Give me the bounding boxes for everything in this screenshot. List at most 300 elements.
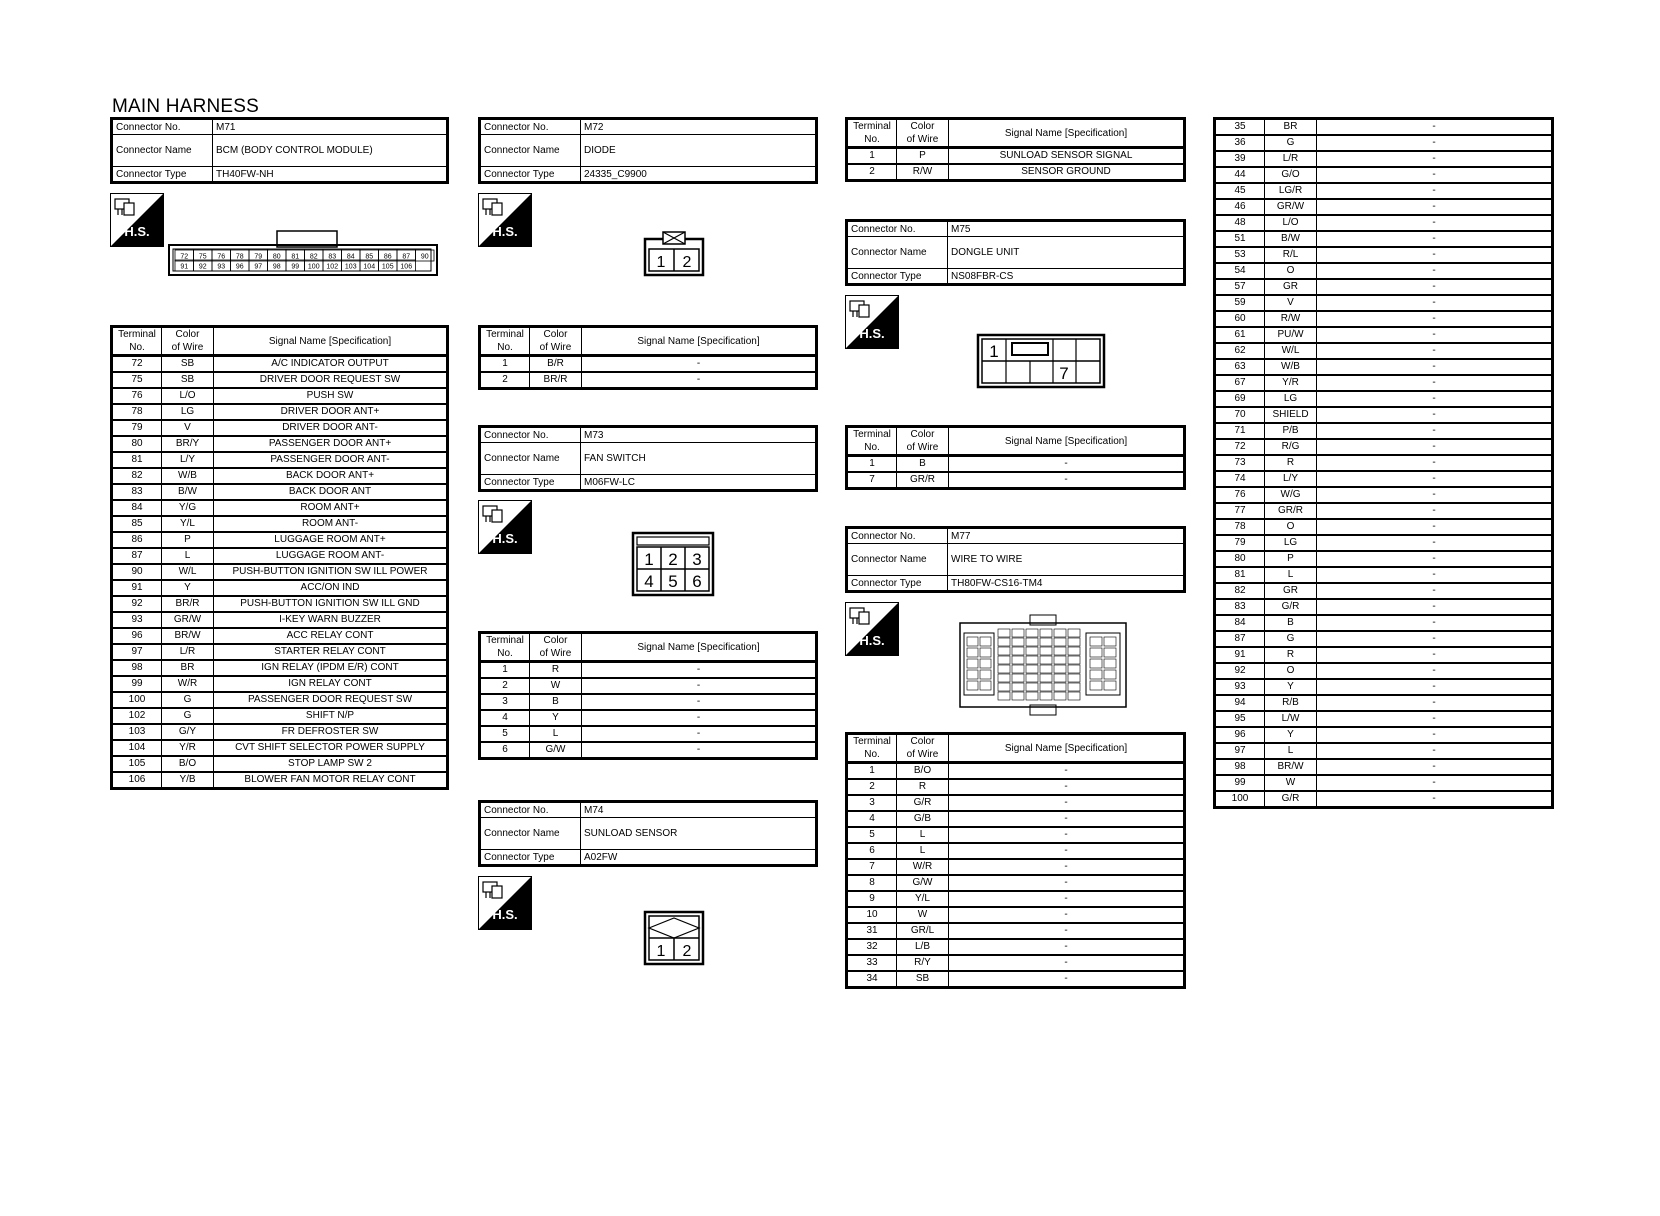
table-row xyxy=(112,628,448,644)
pin-cell xyxy=(998,629,1010,637)
wire-color-cell: W/L xyxy=(1265,343,1317,359)
signal-name-cell: ROOM ANT- xyxy=(214,516,448,532)
table-row xyxy=(1215,791,1553,808)
pin-cell xyxy=(980,637,991,646)
table-row xyxy=(847,811,1185,827)
signal-name-cell: - xyxy=(949,939,1185,955)
connector-no-value: M74 xyxy=(581,802,817,818)
table-row xyxy=(112,420,448,436)
signal-name-header: Signal Name [Specification] xyxy=(949,427,1185,456)
pin-cell xyxy=(1012,692,1024,700)
wire-color-cell: Y xyxy=(1265,679,1317,695)
signal-name-header: Signal Name [Specification] xyxy=(582,327,817,356)
table-row xyxy=(847,164,1185,181)
signal-name-cell: - xyxy=(1317,519,1553,535)
terminal-no-cell: 104 xyxy=(112,740,162,756)
wire-color-cell: BR/Y xyxy=(162,436,214,452)
wire-color-cell: SB xyxy=(162,356,214,373)
wire-color-cell: GR xyxy=(1265,583,1317,599)
wire-color-cell: L/Y xyxy=(1265,471,1317,487)
table-row xyxy=(1215,743,1553,759)
table-row xyxy=(112,516,448,532)
connector-diagram-m72 xyxy=(643,229,705,277)
signal-name-cell: IGN RELAY CONT xyxy=(214,676,448,692)
signal-name-cell: - xyxy=(582,356,817,373)
connector-name-label: Connector Name xyxy=(480,818,581,850)
pin-label: 78 xyxy=(235,253,244,261)
terminal-no-cell: 87 xyxy=(1215,631,1265,647)
pin-cell xyxy=(998,674,1010,682)
wire-color-cell: G/R xyxy=(1265,599,1317,615)
signal-name-header: Signal Name [Specification] xyxy=(949,119,1185,148)
terminal-no-cell: 75 xyxy=(112,372,162,388)
pin-cell xyxy=(980,648,991,657)
table-row xyxy=(1215,535,1553,551)
terminal-no-cell: 94 xyxy=(1215,695,1265,711)
connector-name-value: FAN SWITCH xyxy=(581,443,817,475)
connector-type-value: A02FW xyxy=(581,850,817,866)
wire-color-cell: B xyxy=(897,456,949,473)
table-row xyxy=(1215,567,1553,583)
signal-name-cell: - xyxy=(1317,119,1553,136)
terminal-no-cell: 6 xyxy=(847,843,897,859)
connector-name-value: DONGLE UNIT xyxy=(948,237,1185,269)
table-row xyxy=(112,388,448,404)
pin-cell xyxy=(1040,647,1052,655)
wire-color-cell: BR/R xyxy=(162,596,214,612)
pin-cell xyxy=(1104,659,1116,668)
terminal-table-m77-a xyxy=(845,732,1186,989)
pin-cell xyxy=(967,648,978,657)
signal-name-cell: - xyxy=(1317,471,1553,487)
pin-label: 7 xyxy=(1059,364,1069,383)
signal-name-cell: - xyxy=(1317,327,1553,343)
table-row xyxy=(112,708,448,724)
wire-color-cell: R/W xyxy=(1265,311,1317,327)
hs-icon-m72 xyxy=(478,193,532,247)
table-row xyxy=(112,740,448,756)
pin-cell xyxy=(967,681,978,690)
wire-color-cell: L xyxy=(530,726,582,742)
terminal-no-cell: 86 xyxy=(112,532,162,548)
pin-cell xyxy=(980,670,991,679)
terminal-no-cell: 81 xyxy=(1215,567,1265,583)
pin-cell xyxy=(1012,638,1024,646)
wire-color-cell: O xyxy=(1265,663,1317,679)
signal-name-cell: - xyxy=(949,779,1185,795)
table-row xyxy=(1215,663,1553,679)
terminal-no-cell: 92 xyxy=(112,596,162,612)
wire-color-cell: R/Y xyxy=(897,955,949,971)
terminal-no-cell: 10 xyxy=(847,907,897,923)
wire-color-cell: Y/B xyxy=(162,772,214,789)
signal-name-cell: STOP LAMP SW 2 xyxy=(214,756,448,772)
wire-color-cell: P xyxy=(897,148,949,165)
wire-color-cell: G xyxy=(1265,135,1317,151)
terminal-no-cell: 100 xyxy=(1215,791,1265,808)
pin-cell xyxy=(1054,692,1066,700)
wire-color-cell: SHIELD xyxy=(1265,407,1317,423)
table-row xyxy=(1215,439,1553,455)
wire-color-cell: Y xyxy=(1265,727,1317,743)
wire-color-cell: B/W xyxy=(1265,231,1317,247)
color-of-wire-header: Color of Wire xyxy=(897,119,949,148)
terminal-no-cell: 34 xyxy=(847,971,897,988)
pin-cell xyxy=(1054,665,1066,673)
terminal-no-header: Terminal No. xyxy=(480,633,530,662)
signal-name-cell: - xyxy=(1317,647,1553,663)
pin-label: 99 xyxy=(291,263,300,271)
terminal-no-cell: 2 xyxy=(480,678,530,694)
pin-label: 84 xyxy=(346,253,355,261)
pin-cell xyxy=(1068,629,1080,637)
signal-name-cell: - xyxy=(1317,135,1553,151)
signal-name-cell: - xyxy=(949,907,1185,923)
terminal-no-cell: 102 xyxy=(112,708,162,724)
pin-cell xyxy=(1026,692,1038,700)
pin-label: 1 xyxy=(656,254,666,271)
hs-badge-label: H.S. xyxy=(124,224,150,239)
signal-name-cell: PASSENGER DOOR ANT+ xyxy=(214,436,448,452)
pin-cell xyxy=(1068,683,1080,691)
signal-name-cell: SHIFT N/P xyxy=(214,708,448,724)
table-row xyxy=(112,612,448,628)
signal-name-cell: - xyxy=(1317,791,1553,808)
table-row xyxy=(1215,215,1553,231)
signal-name-cell: SUNLOAD SENSOR SIGNAL xyxy=(949,148,1185,165)
pin-label: 90 xyxy=(420,253,429,261)
wire-color-cell: R/B xyxy=(1265,695,1317,711)
pin-label: 76 xyxy=(217,253,226,261)
connector-info-m71 xyxy=(110,117,449,184)
signal-name-cell: - xyxy=(949,843,1185,859)
signal-name-cell: BLOWER FAN MOTOR RELAY CONT xyxy=(214,772,448,789)
table-row xyxy=(1215,231,1553,247)
pin-cell xyxy=(998,638,1010,646)
wire-color-cell: O xyxy=(1265,263,1317,279)
terminal-no-cell: 2 xyxy=(847,164,897,181)
signal-name-cell: - xyxy=(949,472,1185,489)
signal-name-cell: - xyxy=(582,678,817,694)
table-row xyxy=(112,532,448,548)
terminal-no-cell: 87 xyxy=(112,548,162,564)
terminal-no-cell: 1 xyxy=(480,662,530,679)
table-row xyxy=(1215,327,1553,343)
signal-name-cell: SENSOR GROUND xyxy=(949,164,1185,181)
pin-label: 85 xyxy=(365,253,374,261)
table-row xyxy=(847,891,1185,907)
wire-color-cell: L xyxy=(1265,567,1317,583)
connector-name-value: DIODE xyxy=(581,135,817,167)
pin-label: 1 xyxy=(644,550,654,569)
page-title: MAIN HARNESS xyxy=(112,96,260,117)
pin-label: 97 xyxy=(254,263,263,271)
signal-name-cell: ROOM ANT+ xyxy=(214,500,448,516)
terminal-no-cell: 5 xyxy=(480,726,530,742)
signal-name-cell: - xyxy=(1317,439,1553,455)
wire-color-cell: W xyxy=(530,678,582,694)
wire-color-cell: W/G xyxy=(1265,487,1317,503)
pin-cell xyxy=(1090,637,1102,646)
table-row xyxy=(112,772,448,789)
pin-label: 93 xyxy=(217,263,226,271)
terminal-no-header: Terminal No. xyxy=(847,734,897,763)
wire-color-cell: R/G xyxy=(1265,439,1317,455)
wire-color-cell: W xyxy=(1265,775,1317,791)
connector-name-label: Connector Name xyxy=(847,544,948,576)
wire-color-cell: Y xyxy=(530,710,582,726)
table-row xyxy=(1215,391,1553,407)
connector-type-value: TH80FW-CS16-TM4 xyxy=(948,576,1185,592)
wire-color-cell: GR/W xyxy=(162,612,214,628)
table-row xyxy=(847,939,1185,955)
signal-name-cell: - xyxy=(949,795,1185,811)
terminal-no-cell: 71 xyxy=(1215,423,1265,439)
terminal-no-cell: 35 xyxy=(1215,119,1265,136)
terminal-no-cell: 5 xyxy=(847,827,897,843)
pin-label: 2 xyxy=(682,943,692,960)
m77-pin-grid xyxy=(967,629,1116,700)
terminal-no-cell: 76 xyxy=(112,388,162,404)
signal-name-cell: - xyxy=(1317,423,1553,439)
wire-color-cell: L/W xyxy=(1265,711,1317,727)
signal-name-cell: PUSH SW xyxy=(214,388,448,404)
table-row xyxy=(1215,151,1553,167)
terminal-no-cell: 72 xyxy=(1215,439,1265,455)
pin-label: 106 xyxy=(400,263,413,271)
table-row xyxy=(1215,359,1553,375)
table-row xyxy=(480,694,817,710)
terminal-no-cell: 57 xyxy=(1215,279,1265,295)
connector-name-label: Connector Name xyxy=(112,135,213,167)
m71-top-row xyxy=(175,250,434,261)
signal-name-cell: - xyxy=(582,694,817,710)
terminal-no-cell: 70 xyxy=(1215,407,1265,423)
terminal-no-cell: 96 xyxy=(112,628,162,644)
wire-color-cell: L xyxy=(897,843,949,859)
wire-color-cell: G/W xyxy=(897,875,949,891)
terminal-no-cell: 93 xyxy=(1215,679,1265,695)
table-row xyxy=(480,678,817,694)
table-row xyxy=(112,644,448,660)
pin-cell xyxy=(1090,681,1102,690)
signal-name-header: Signal Name [Specification] xyxy=(949,734,1185,763)
table-row xyxy=(112,692,448,708)
table-row xyxy=(112,436,448,452)
terminal-no-cell: 32 xyxy=(847,939,897,955)
connector-diagram-m75 xyxy=(976,333,1106,389)
terminal-no-cell: 103 xyxy=(112,724,162,740)
terminal-no-cell: 83 xyxy=(112,484,162,500)
pin-cell xyxy=(1054,656,1066,664)
table-row xyxy=(1215,343,1553,359)
pin-label: 75 xyxy=(198,253,207,261)
terminal-no-cell: 78 xyxy=(112,404,162,420)
table-row xyxy=(480,726,817,742)
wire-color-cell: Y xyxy=(162,580,214,596)
table-row xyxy=(847,763,1185,780)
wire-color-cell: V xyxy=(1265,295,1317,311)
terminal-no-cell: 82 xyxy=(112,468,162,484)
wire-color-cell: L/R xyxy=(162,644,214,660)
table-row xyxy=(1215,247,1553,263)
terminal-no-cell: 61 xyxy=(1215,327,1265,343)
hs-badge-label: H.S. xyxy=(492,907,518,922)
pin-label: 102 xyxy=(326,263,339,271)
terminal-table-m74 xyxy=(845,117,1186,182)
signal-name-cell: - xyxy=(1317,455,1553,471)
signal-name-cell: - xyxy=(949,891,1185,907)
table-row xyxy=(847,148,1185,165)
signal-name-cell: - xyxy=(1317,247,1553,263)
terminal-no-cell: 3 xyxy=(847,795,897,811)
pin-label: 1 xyxy=(989,342,999,361)
terminal-no-cell: 81 xyxy=(112,452,162,468)
table-row xyxy=(112,452,448,468)
table-row xyxy=(112,500,448,516)
terminal-no-cell: 106 xyxy=(112,772,162,789)
pin-cell xyxy=(1040,665,1052,673)
pin-cell xyxy=(1040,692,1052,700)
terminal-no-cell: 97 xyxy=(1215,743,1265,759)
pin-cell xyxy=(1026,638,1038,646)
signal-name-cell: IGN RELAY (IPDM E/R) CONT xyxy=(214,660,448,676)
terminal-no-cell: 33 xyxy=(847,955,897,971)
wire-color-cell: P xyxy=(162,532,214,548)
pin-cell xyxy=(1068,647,1080,655)
wire-color-cell: W/R xyxy=(897,859,949,875)
terminal-table-m71 xyxy=(110,325,449,790)
wire-color-cell: B xyxy=(530,694,582,710)
terminal-no-cell: 105 xyxy=(112,756,162,772)
signal-name-cell: BACK DOOR ANT xyxy=(214,484,448,500)
wire-color-cell: G xyxy=(162,692,214,708)
terminal-no-cell: 31 xyxy=(847,923,897,939)
terminal-no-cell: 1 xyxy=(847,763,897,780)
pin-cell xyxy=(1104,637,1116,646)
pin-label: 1 xyxy=(656,943,666,960)
wire-color-cell: B/O xyxy=(897,763,949,780)
signal-name-cell: I-KEY WARN BUZZER xyxy=(214,612,448,628)
signal-name-cell: - xyxy=(1317,535,1553,551)
connector-name-label: Connector Name xyxy=(847,237,948,269)
table-row xyxy=(847,859,1185,875)
terminal-no-cell: 4 xyxy=(480,710,530,726)
hs-badge-label: H.S. xyxy=(859,633,885,648)
wire-color-cell: L/B xyxy=(897,939,949,955)
table-row xyxy=(847,456,1185,473)
terminal-no-cell: 93 xyxy=(112,612,162,628)
pin-label: 103 xyxy=(344,263,357,271)
table-row xyxy=(847,955,1185,971)
pin-cell xyxy=(1026,629,1038,637)
signal-name-cell: - xyxy=(582,726,817,742)
terminal-no-cell: 69 xyxy=(1215,391,1265,407)
table-row xyxy=(847,971,1185,988)
table-row xyxy=(480,710,817,726)
pin-label: 79 xyxy=(254,253,263,261)
color-of-wire-header: Color of Wire xyxy=(530,633,582,662)
pin-cell xyxy=(1104,681,1116,690)
table-row xyxy=(1215,471,1553,487)
connector-type-value: TH40FW-NH xyxy=(213,167,448,183)
pin-cell xyxy=(967,659,978,668)
pin-label: 91 xyxy=(180,263,189,271)
pin-label: 96 xyxy=(235,263,244,271)
signal-name-header: Signal Name [Specification] xyxy=(214,327,448,356)
table-row xyxy=(112,676,448,692)
terminal-no-header: Terminal No. xyxy=(847,427,897,456)
connector-type-value: 24335_C9900 xyxy=(581,167,817,183)
signal-name-cell: - xyxy=(949,811,1185,827)
connector-type-label: Connector Type xyxy=(112,167,213,183)
signal-name-cell: - xyxy=(1317,695,1553,711)
wire-color-cell: R xyxy=(897,779,949,795)
pin-cell xyxy=(998,692,1010,700)
table-row xyxy=(1215,727,1553,743)
signal-name-cell: LUGGAGE ROOM ANT+ xyxy=(214,532,448,548)
terminal-no-cell: 3 xyxy=(480,694,530,710)
signal-name-cell: - xyxy=(1317,663,1553,679)
wire-color-cell: L/R xyxy=(1265,151,1317,167)
signal-name-cell: CVT SHIFT SELECTOR POWER SUPPLY xyxy=(214,740,448,756)
signal-name-cell: A/C INDICATOR OUTPUT xyxy=(214,356,448,373)
table-row xyxy=(847,472,1185,489)
hs-icon-m74 xyxy=(478,876,532,930)
connector-no-label: Connector No. xyxy=(480,802,581,818)
signal-name-cell: - xyxy=(1317,487,1553,503)
signal-name-cell: - xyxy=(1317,583,1553,599)
wire-color-cell: P/B xyxy=(1265,423,1317,439)
terminal-no-cell: 2 xyxy=(480,372,530,389)
wire-color-cell: LG xyxy=(1265,391,1317,407)
terminal-table-m73 xyxy=(478,631,818,760)
terminal-no-cell: 67 xyxy=(1215,375,1265,391)
table-row xyxy=(1215,279,1553,295)
wire-color-cell: W/B xyxy=(1265,359,1317,375)
connector-no-label: Connector No. xyxy=(480,119,581,135)
wire-color-cell: L xyxy=(162,548,214,564)
signal-name-cell: PUSH-BUTTON IGNITION SW ILL GND xyxy=(214,596,448,612)
pin-cell xyxy=(1040,638,1052,646)
pin-label: 72 xyxy=(180,253,189,261)
pin-cell xyxy=(1104,648,1116,657)
terminal-no-cell: 44 xyxy=(1215,167,1265,183)
signal-name-cell: - xyxy=(1317,263,1553,279)
connector-name-value: SUNLOAD SENSOR xyxy=(581,818,817,850)
terminal-no-cell: 99 xyxy=(1215,775,1265,791)
wire-color-cell: BR/W xyxy=(1265,759,1317,775)
signal-name-cell: DRIVER DOOR ANT- xyxy=(214,420,448,436)
wire-color-cell: Y/L xyxy=(162,516,214,532)
terminal-no-cell: 99 xyxy=(112,676,162,692)
wire-color-cell: R xyxy=(1265,647,1317,663)
wire-color-cell: V xyxy=(162,420,214,436)
terminal-no-cell: 53 xyxy=(1215,247,1265,263)
signal-name-cell: - xyxy=(582,372,817,389)
pin-label: 87 xyxy=(402,253,411,261)
signal-name-cell: PASSENGER DOOR ANT- xyxy=(214,452,448,468)
terminal-no-cell: 36 xyxy=(1215,135,1265,151)
pin-cell xyxy=(1054,683,1066,691)
color-of-wire-header: Color of Wire xyxy=(897,427,949,456)
table-row xyxy=(1215,599,1553,615)
wire-color-cell: B/W xyxy=(162,484,214,500)
pin-cell xyxy=(1026,665,1038,673)
wire-color-cell: Y/G xyxy=(162,500,214,516)
pin-cell xyxy=(998,647,1010,655)
wire-color-cell: O xyxy=(1265,519,1317,535)
